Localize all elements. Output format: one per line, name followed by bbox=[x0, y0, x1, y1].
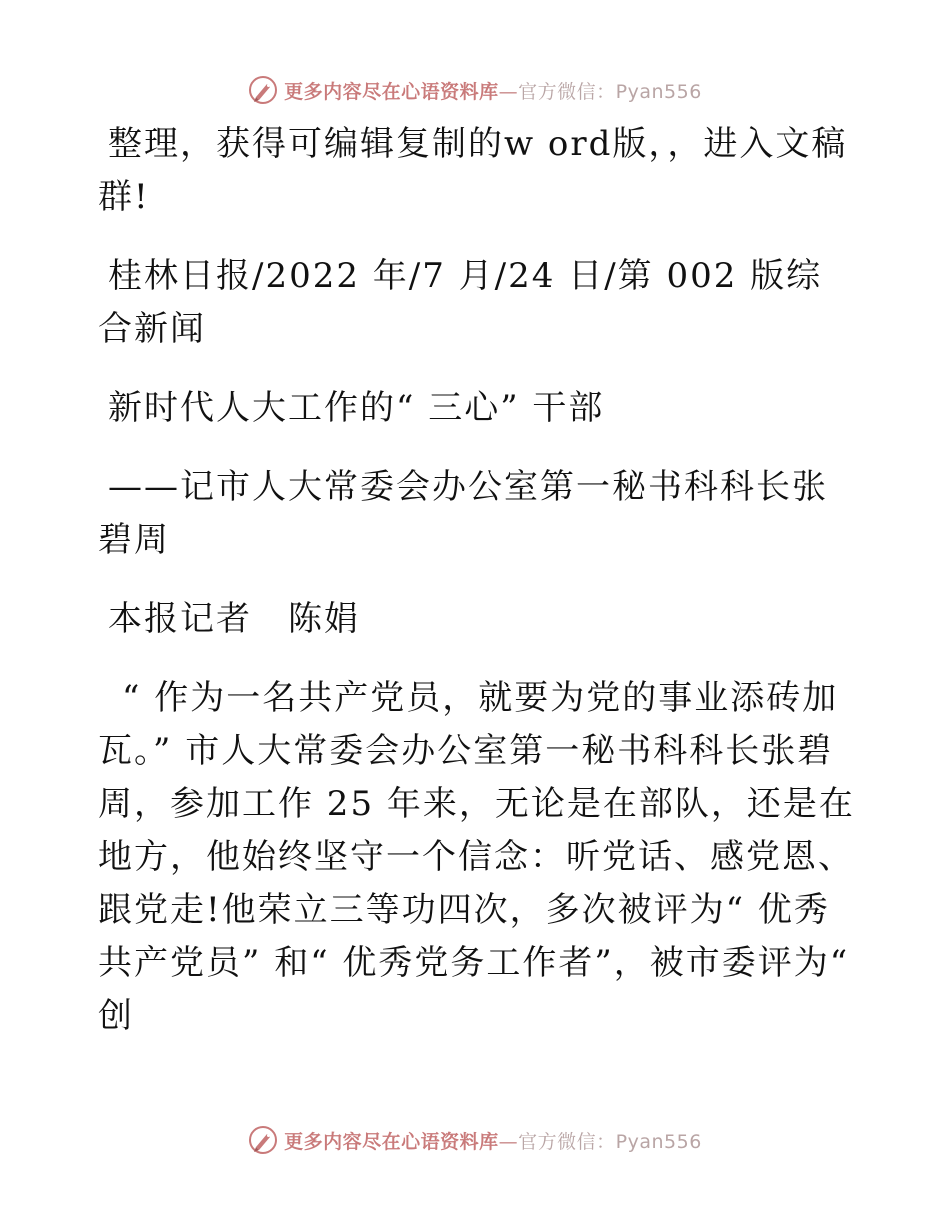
watermark-wechat-text: 官方微信：Pyan556 bbox=[518, 80, 702, 103]
watermark-footer bbox=[0, 1122, 950, 1158]
watermark-text bbox=[284, 1127, 702, 1154]
watermark-main-text: 更多内容尽在心语资料库 bbox=[284, 1130, 499, 1153]
article-title: 新时代人大工作的“ 三心” 干部 bbox=[108, 388, 605, 428]
watermark-header bbox=[0, 72, 950, 108]
document-body bbox=[98, 118, 858, 1069]
source-line: 桂林日报/2022 年/7 月/24 日/第 002 版综合新闻 bbox=[98, 256, 823, 349]
watermark-separator: — bbox=[498, 80, 519, 103]
watermark-wechat-text: 官方微信：Pyan556 bbox=[518, 1130, 702, 1153]
article-subtitle: ——记市人大常委会办公室第一秘书科科长张碧周 bbox=[98, 467, 828, 560]
author-line: 本报记者 陈娟 bbox=[108, 599, 360, 639]
watermark-text bbox=[284, 77, 702, 104]
pen-logo-icon bbox=[248, 1125, 278, 1155]
pen-logo-icon bbox=[248, 75, 278, 105]
body-paragraph: “ 作为一名共产党员，就要为党的事业添砖加瓦。” 市人大常委会办公室第一秘书科科长张碧周，参加工作 25 年来，无论是在部队，还是在地方，他始终坚守一个信念：听党话、感党恩、跟党走!他荣立三等功四次，多次被评为“ 优秀共产党员” 和“ 优秀党务工作者”，被市委评为“ 创 bbox=[98, 678, 855, 1036]
watermark-separator: — bbox=[498, 1130, 519, 1153]
watermark-main-text: 更多内容尽在心语资料库 bbox=[284, 80, 499, 103]
note-paragraph: 整理，获得可编辑复制的w ord版，，进入文稿群! bbox=[98, 124, 848, 217]
